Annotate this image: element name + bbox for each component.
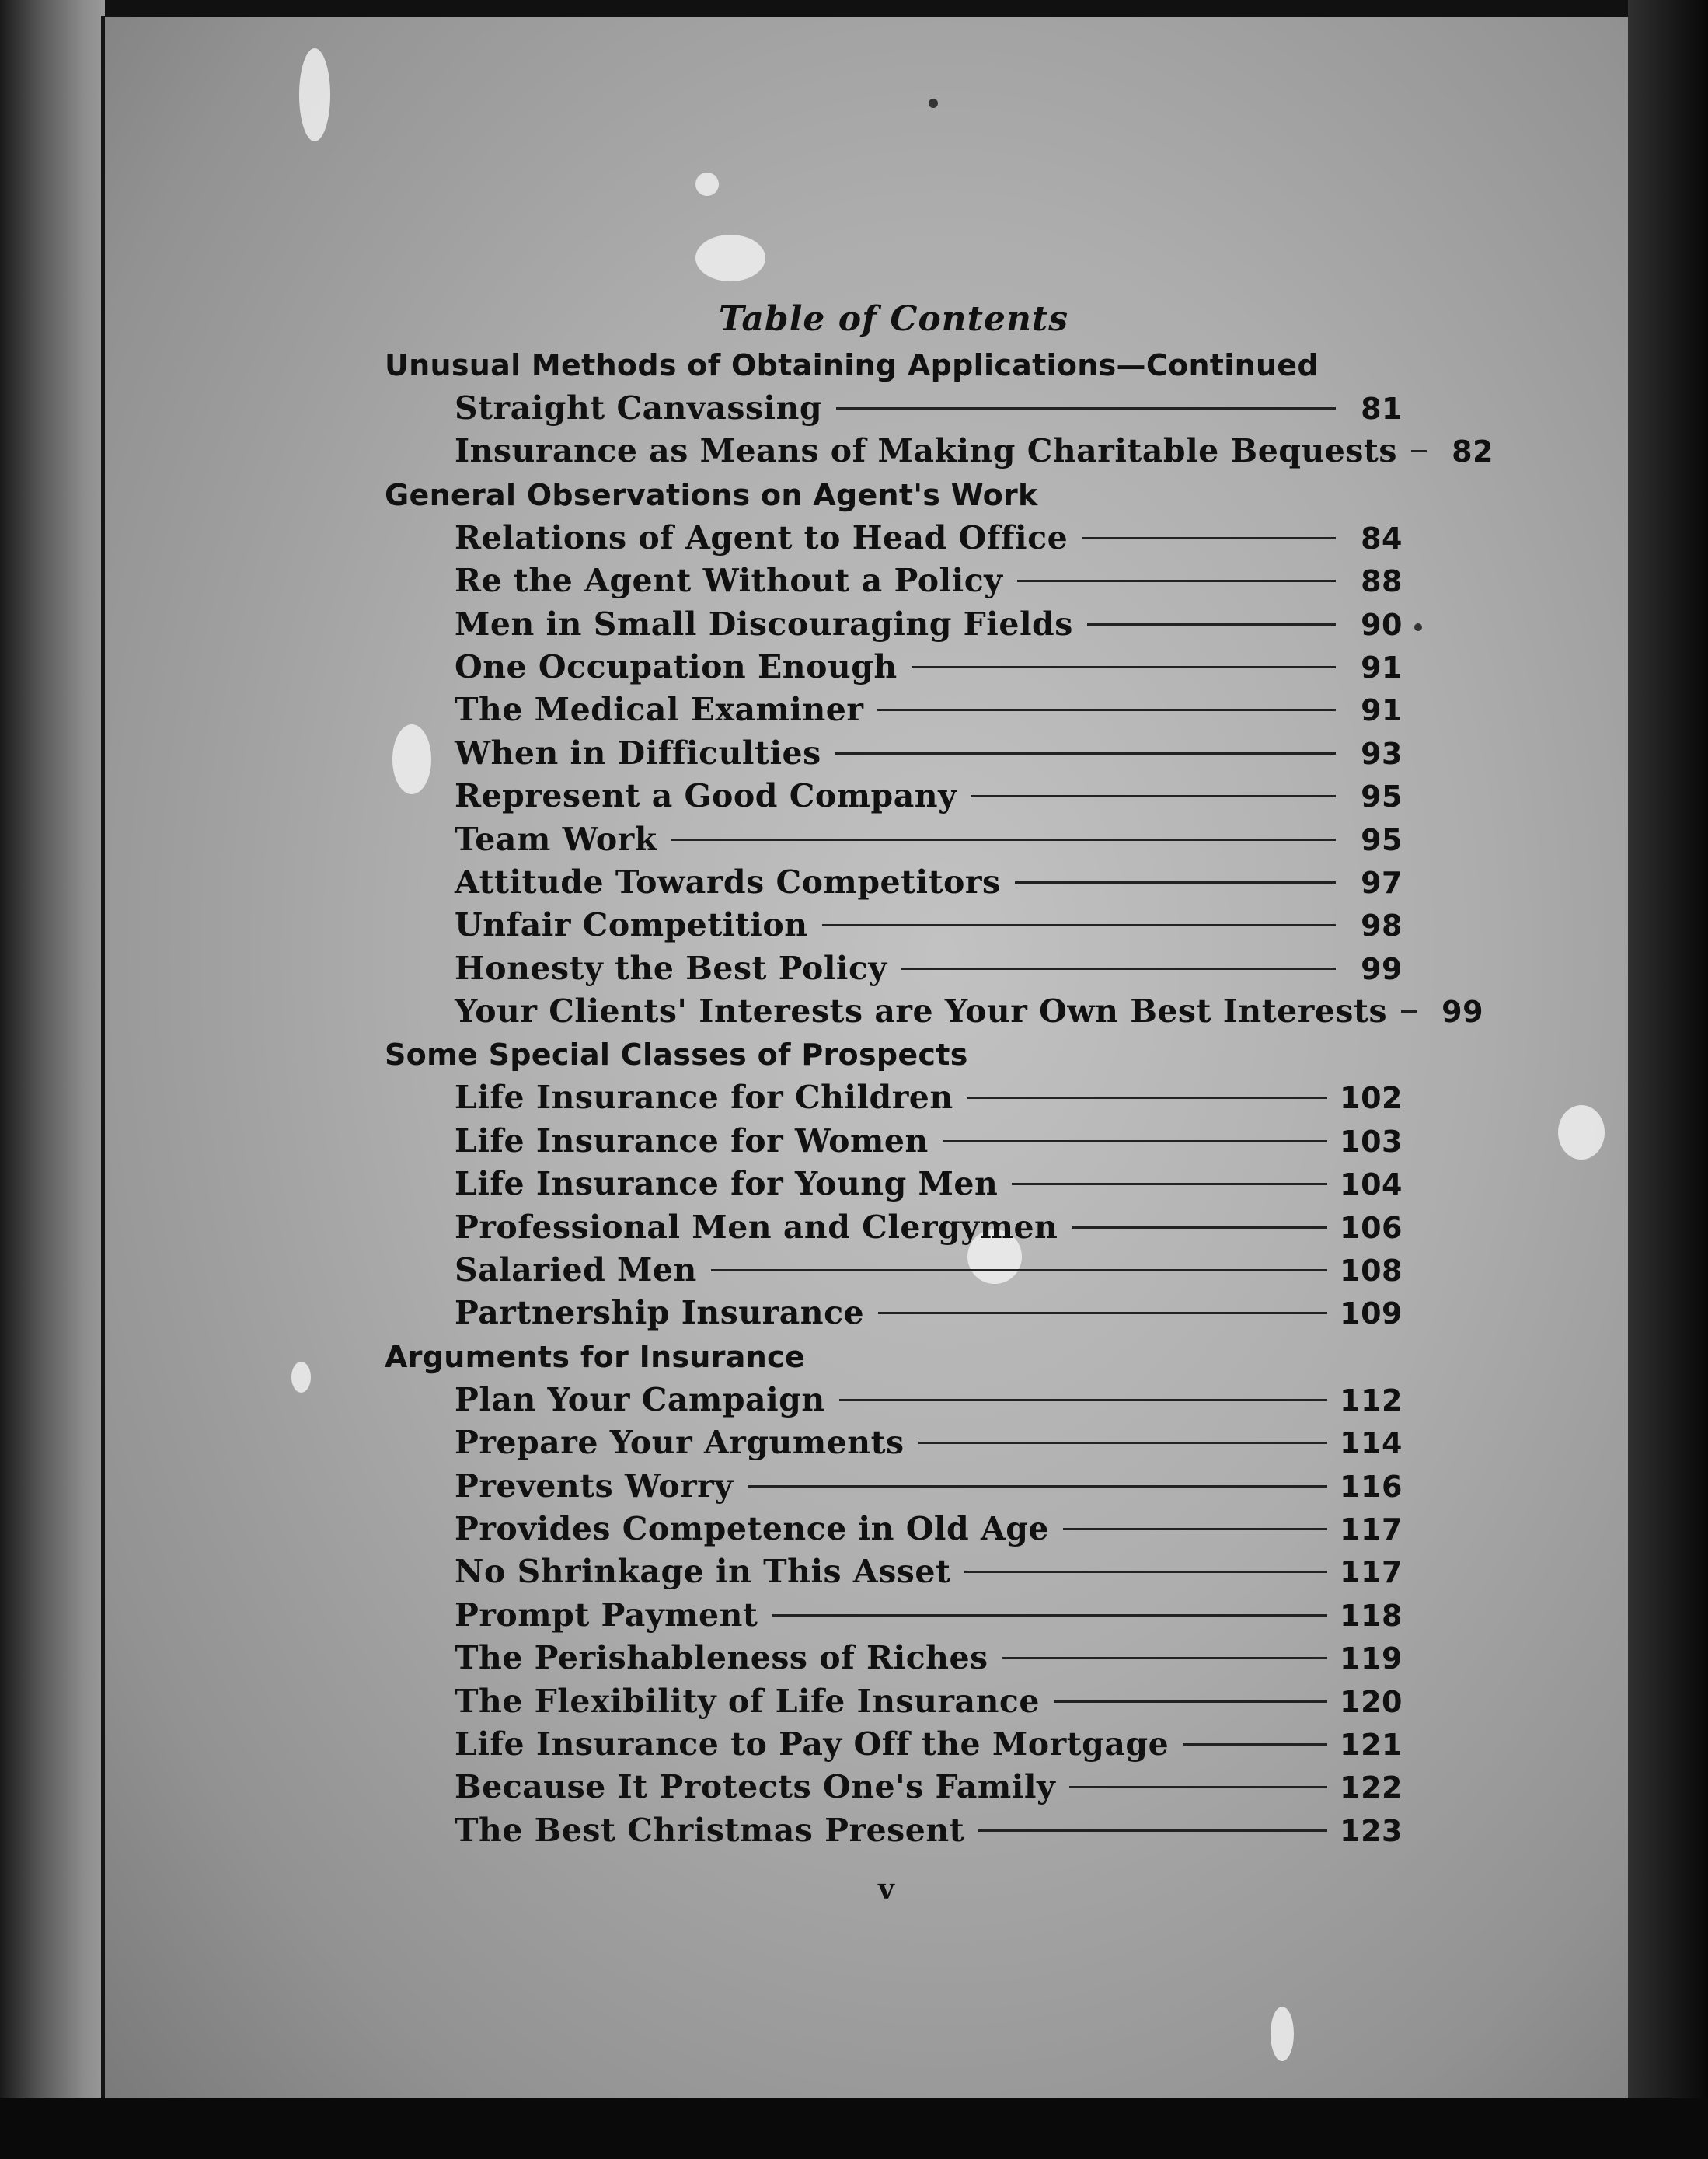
dot-leader [1082, 526, 1336, 539]
toc-entry-label: Life Insurance for Women [455, 1121, 929, 1160]
toc-entry-page: 117 [1340, 1555, 1403, 1590]
toc-entry [385, 1766, 1403, 1808]
paper-blemish [1558, 1105, 1605, 1160]
toc-entry-page: 120 [1340, 1684, 1403, 1719]
toc-entry-page: 95 [1361, 822, 1403, 857]
toc-entry [385, 1292, 1403, 1334]
paper-blemish [929, 99, 938, 108]
dot-leader [878, 1301, 1327, 1314]
toc-entry-page: 82 [1452, 434, 1494, 469]
dot-leader [1401, 999, 1417, 1013]
toc-entry [385, 1421, 1403, 1464]
toc-entry-label: The Flexibility of Life Insurance [455, 1682, 1040, 1720]
dot-leader [978, 1819, 1327, 1832]
toc-entry-label: Relations of Agent to Head Office [455, 518, 1068, 556]
toc-entry-page: 122 [1340, 1770, 1403, 1805]
dot-leader [918, 1431, 1328, 1444]
toc-entry-label: The Perishableness of Riches [455, 1639, 988, 1677]
toc-entry-page: 117 [1340, 1512, 1403, 1547]
dot-leader [1012, 1172, 1327, 1185]
toc-entry [385, 1120, 1403, 1163]
toc-entry-label: Prepare Your Arguments [455, 1424, 905, 1462]
toc-entry-label: Partnership Insurance [455, 1294, 865, 1332]
toc-entry-page: 104 [1340, 1167, 1403, 1202]
toc-entry-label: Life Insurance to Pay Off the Mortgage [455, 1725, 1169, 1763]
toc-entry [385, 646, 1403, 689]
dot-leader [1002, 1646, 1328, 1659]
toc-entry-page: 90 [1361, 607, 1403, 642]
toc-section-heading: Some Special Classes of Prospects [385, 1038, 968, 1073]
paper-blemish [695, 235, 765, 281]
toc-entry-label: Unfair Competition [455, 906, 808, 944]
toc-entry-page: 123 [1340, 1813, 1403, 1848]
toc-entry [385, 1508, 1403, 1550]
dot-leader [1411, 439, 1427, 452]
toc-entry-label: Re the Agent Without a Policy [455, 562, 1003, 600]
toc-entry-label: Life Insurance for Children [455, 1079, 953, 1117]
right-page-edge [1628, 0, 1708, 2159]
toc-entry [385, 1550, 1403, 1593]
toc-entry-label: Provides Competence in Old Age [455, 1509, 1050, 1547]
toc-entry-label: Professional Men and Clergymen [455, 1208, 1058, 1246]
toc-entry [385, 560, 1403, 602]
toc-entry [385, 1206, 1403, 1249]
toc-entry-page: 116 [1340, 1469, 1403, 1504]
toc-entry-label: Salaried Men [455, 1251, 697, 1289]
toc-title: Table of Contents [718, 299, 1069, 339]
toc-entry-label: Life Insurance for Young Men [455, 1165, 999, 1203]
toc-entry [385, 1163, 1403, 1205]
toc-entry [385, 1594, 1403, 1637]
toc-entry-page: 81 [1361, 392, 1403, 426]
toc-entry-label: No Shrinkage in This Asset [455, 1553, 951, 1591]
toc-entry [385, 1637, 1403, 1679]
dot-leader [971, 784, 1336, 797]
dot-leader [836, 396, 1336, 410]
toc-entry-label: Prevents Worry [455, 1467, 734, 1505]
toc-entry-page: 91 [1361, 693, 1403, 728]
toc-entry-page: 99 [1361, 951, 1403, 986]
toc-entry [385, 430, 1494, 473]
dot-leader [1063, 1517, 1327, 1530]
toc-entry-label: Your Clients' Interests are Your Own Best Interests [455, 992, 1388, 1031]
toc-entry [385, 387, 1403, 430]
dot-leader [901, 957, 1336, 970]
toc-entry-label: One Occupation Enough [455, 647, 898, 685]
toc-entry [385, 818, 1403, 861]
dot-leader [671, 828, 1336, 841]
toc-entry-page: 119 [1340, 1641, 1403, 1676]
toc-entry-page: 99 [1441, 995, 1484, 1030]
toc-entry-label: Honesty the Best Policy [455, 949, 887, 987]
toc-entry [385, 1465, 1403, 1508]
toc-entry-page: 84 [1361, 521, 1403, 556]
toc-entry [385, 1249, 1403, 1292]
toc-entry [385, 517, 1403, 560]
toc-entry-page: 118 [1340, 1598, 1403, 1633]
dot-leader [748, 1474, 1328, 1488]
paper-blemish [695, 173, 719, 196]
dot-leader [1087, 612, 1336, 626]
toc-entry-label: Represent a Good Company [455, 777, 957, 815]
dot-leader [877, 698, 1336, 711]
toc-entry-label: Insurance as Means of Making Charitable Bequests [455, 432, 1397, 470]
dot-leader [912, 655, 1336, 668]
toc-entry-label: Because It Protects One's Family [455, 1768, 1056, 1806]
table-of-contents [385, 295, 1494, 1852]
dot-leader [1069, 1775, 1327, 1788]
toc-entry-page: 112 [1340, 1383, 1403, 1418]
toc-entry-label: Men in Small Discouraging Fields [455, 605, 1073, 643]
toc-entry-label: Team Work [455, 820, 657, 858]
dot-leader [772, 1603, 1327, 1617]
toc-entry-page: 98 [1361, 909, 1403, 943]
toc-entry [385, 947, 1403, 990]
toc-entry-page: 109 [1340, 1296, 1403, 1331]
dot-leader [1183, 1732, 1327, 1746]
toc-entry-page: 103 [1340, 1124, 1403, 1159]
toc-entry-page: 102 [1340, 1081, 1403, 1116]
dot-leader [839, 1388, 1328, 1401]
toc-entry-page: 88 [1361, 564, 1403, 599]
toc-entry [385, 990, 1484, 1033]
toc-sections [385, 344, 1494, 1852]
dot-leader [835, 741, 1336, 755]
toc-entry [385, 603, 1403, 646]
toc-entry [385, 1379, 1403, 1421]
toc-entry-page: 108 [1340, 1254, 1403, 1289]
toc-entry [385, 732, 1403, 775]
toc-entry [385, 689, 1403, 731]
paper-blemish [1271, 2007, 1294, 2061]
paper-blemish [291, 1362, 311, 1393]
toc-entry [385, 775, 1403, 818]
dot-leader [967, 1086, 1327, 1099]
dot-leader [822, 913, 1336, 926]
left-page-edge [0, 0, 105, 2159]
paper-blemish [1414, 623, 1422, 631]
toc-entry-page: 97 [1361, 865, 1403, 900]
toc-entry [385, 1680, 1403, 1723]
toc-section-heading: General Observations on Agent's Work [385, 477, 1038, 512]
paper-blemish [299, 48, 330, 141]
dot-leader [1015, 870, 1336, 884]
toc-entry-label: Straight Canvassing [455, 389, 823, 427]
toc-entry-label: Prompt Payment [455, 1596, 758, 1634]
dot-leader [943, 1129, 1327, 1142]
toc-entry [385, 1723, 1403, 1766]
toc-entry-page: 114 [1340, 1426, 1403, 1461]
toc-entry [385, 1076, 1403, 1119]
toc-section-heading: Arguments for Insurance [385, 1339, 805, 1374]
bottom-page-edge [0, 2098, 1708, 2159]
toc-entry-label: The Best Christmas Present [455, 1811, 965, 1849]
toc-entry [385, 904, 1403, 947]
toc-entry-page: 91 [1361, 650, 1403, 685]
dot-leader [711, 1258, 1327, 1271]
dot-leader [1017, 569, 1337, 582]
toc-section-heading: Unusual Methods of Obtaining Applications—Continued [385, 348, 1319, 382]
toc-entry-label: The Medical Examiner [455, 691, 864, 729]
dot-leader [964, 1560, 1327, 1573]
toc-entry-page: 93 [1361, 736, 1403, 771]
toc-entry-page: 95 [1361, 780, 1403, 814]
dot-leader [1054, 1690, 1327, 1703]
toc-entry-label: Attitude Towards Competitors [455, 863, 1001, 901]
toc-entry-label: When in Difficulties [455, 734, 821, 772]
page-number: v [878, 1873, 894, 1906]
toc-entry-label: Plan Your Campaign [455, 1380, 825, 1418]
toc-entry [385, 1809, 1403, 1852]
toc-entry [385, 861, 1403, 904]
toc-entry-page: 106 [1340, 1210, 1403, 1245]
toc-entry-page: 121 [1340, 1727, 1403, 1762]
dot-leader [1072, 1216, 1327, 1229]
